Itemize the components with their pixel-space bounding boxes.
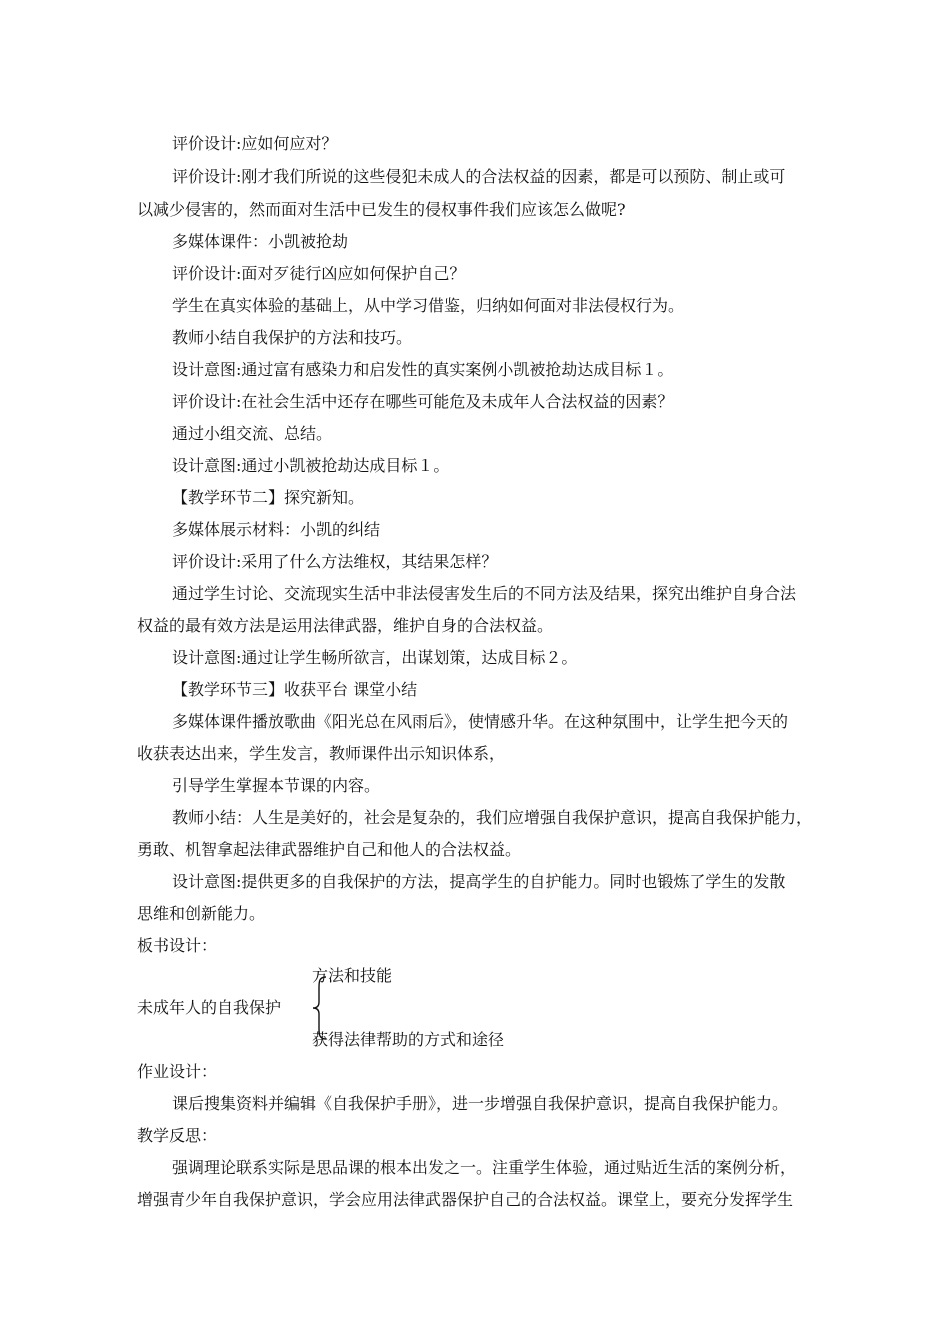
- paragraph-line: 通过小组交流、总结。: [172, 424, 333, 443]
- paragraph-line: 多媒体课件播放歌曲《阳光总在风雨后》，使情感升华。在这种氛围中，让学生把今天的: [172, 712, 789, 731]
- paragraph-line: 教师小结自我保护的方法和技巧。: [172, 328, 413, 347]
- paragraph-line: 引导学生掌握本节课的内容。: [172, 776, 381, 795]
- section-label: 板书设计：: [137, 936, 218, 955]
- paragraph-line: 评价设计:应如何应对？: [172, 134, 338, 153]
- paragraph-line: 勇敢、机智拿起法律武器维护自己和他人的合法权益。: [137, 840, 522, 859]
- paragraph-line: 以减少侵害的，然而面对生活中已发生的侵权事件我们应该怎么做呢?: [137, 200, 626, 219]
- paragraph-line: 评价设计:采用了什么方法维权，其结果怎样？: [172, 552, 498, 571]
- paragraph-line: 多媒体展示材料：小凯的纠结: [172, 520, 381, 539]
- paragraph-line: 学生在真实体验的基础上，从中学习借鉴，归纳如何面对非法侵权行为。: [172, 296, 685, 315]
- paragraph-line: 增强青少年自我保护意识，学会应用法律武器保护自己的合法权益。课堂上，要充分发挥学生: [137, 1190, 794, 1209]
- paragraph-line: 权益的最有效方法是运用法律武器，维护自身的合法权益。: [137, 616, 554, 635]
- paragraph-line: 思维和创新能力。: [137, 904, 266, 923]
- section-heading: 【教学环节三】收获平台 课堂小结: [172, 680, 418, 699]
- section-label: 作业设计：: [137, 1062, 218, 1081]
- paragraph-line: 设计意图:通过让学生畅所欲言，出谋划策，达成目标２。: [172, 648, 578, 667]
- paragraph-line: 评价设计:面对歹徒行凶应如何保护自己？: [172, 264, 466, 283]
- paragraph-line: 评价设计:刚才我们所说的这些侵犯未成人的合法权益的因素，都是可以预防、制止或可: [172, 167, 786, 186]
- section-label: 教学反思：: [137, 1126, 218, 1145]
- paragraph-line: 评价设计:在社会生活中还存在哪些可能危及未成年人合法权益的因素？: [172, 392, 674, 411]
- section-heading: 【教学环节二】探究新知。: [172, 488, 365, 507]
- board-branch-bottom: 获得法律帮助的方式和途径: [312, 1030, 505, 1049]
- paragraph-line: 课后搜集资料并编辑《自我保护手册》，进一步增强自我保护意识，提高自我保护能力。: [172, 1094, 789, 1113]
- paragraph-line: 设计意图:提供更多的自我保护的方法，提高学生的自护能力。同时也锻炼了学生的发散: [172, 872, 786, 891]
- paragraph-line: 收获表达出来，学生发言，教师课件出示知识体系，: [137, 744, 506, 763]
- paragraph-line: 设计意图:通过富有感染力和启发性的真实案例小凯被抢劫达成目标１。: [172, 360, 674, 379]
- paragraph-line: 教师小结：人生是美好的，社会是复杂的，我们应增强自我保护意识，提高自我保护能力，: [172, 808, 813, 827]
- board-branch-top: 方法和技能: [312, 966, 393, 985]
- paragraph-line: 强调理论联系实际是思品课的根本出发之一。注重学生体验，通过贴近生活的案例分析，: [172, 1158, 797, 1177]
- board-root: 未成年人的自我保护: [137, 998, 282, 1017]
- paragraph-line: 设计意图:通过小凯被抢劫达成目标１。: [172, 456, 450, 475]
- paragraph-line: 多媒体课件：小凯被抢劫: [172, 232, 349, 251]
- paragraph-line: 通过学生讨论、交流现实生活中非法侵害发生后的不同方法及结果，探究出维护自身合法: [172, 584, 797, 603]
